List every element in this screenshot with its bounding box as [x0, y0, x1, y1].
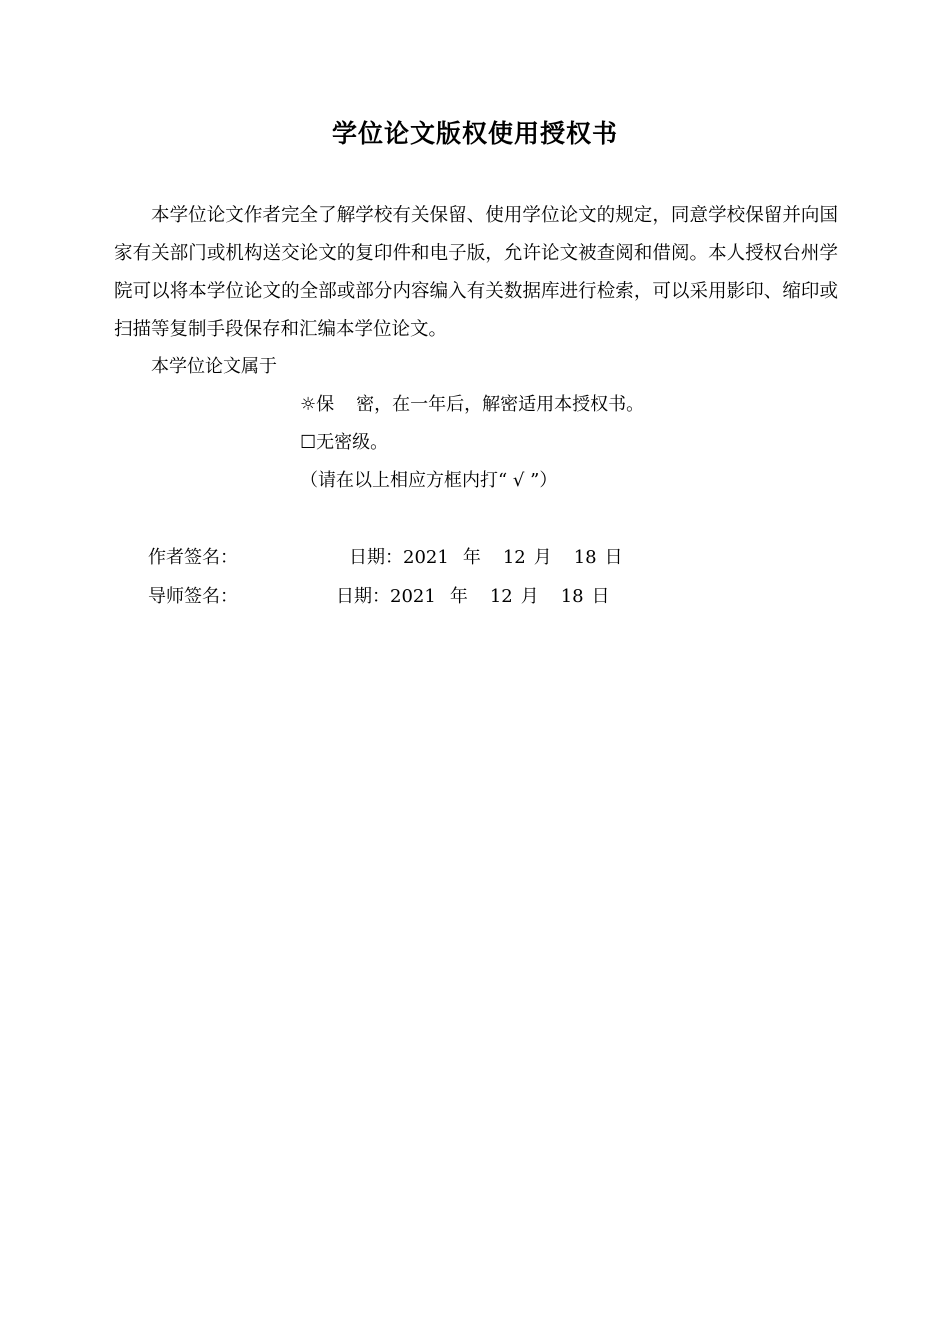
author-date [349, 545, 623, 571]
checkbox-icon[interactable]: ☐ [300, 432, 317, 453]
date-day-unit: 日 [591, 586, 610, 607]
author-signature-label: 作者签名： [148, 547, 238, 568]
date-month: 12 [489, 586, 513, 607]
date-year-unit: 年 [462, 547, 481, 568]
belongs-label: 本学位论文属于 [151, 356, 277, 377]
advisor-date [336, 584, 610, 610]
authorization-paragraph: 本学位论文作者完全了解学校有关保留、使用学位论文的规定，同意学校保留并向国家有关部门或机构送交论文的复印件和电子版，允许论文被查阅和借阅。本人授权台州学院可以将本学位论文的全部或部分内容编入有关数据库进行检索，可以采用影印、缩印或扫描等复制手段保存和汇编本学位论文。 [114, 205, 838, 340]
option-nonsecret-text: 无密级。 [316, 432, 389, 453]
option-secret [300, 392, 644, 418]
option-secret-text-b: 密，在一年后，解密适用本授权书。 [356, 394, 645, 415]
date-day-unit: 日 [604, 547, 623, 568]
option-nonsecret [300, 430, 388, 456]
advisor-signature-label: 导师签名： [148, 586, 238, 607]
date-year: 2021 [403, 547, 449, 568]
date-day: 18 [573, 547, 597, 568]
page-title: 学位论文版权使用授权书 [331, 119, 618, 148]
date-label: 日期： [349, 547, 403, 568]
date-day: 18 [560, 586, 584, 607]
date-year-unit: 年 [449, 586, 468, 607]
checkmark-hint: （请在以上相应方框内打“ √ ”） [300, 470, 558, 491]
date-month-unit: 月 [533, 547, 552, 568]
date-label: 日期： [336, 586, 390, 607]
sun-checkbox-icon[interactable]: ☼ [300, 394, 317, 415]
date-year: 2021 [390, 586, 436, 607]
option-secret-text-a: 保 [316, 394, 335, 415]
date-month-unit: 月 [520, 586, 539, 607]
date-month: 12 [502, 547, 526, 568]
